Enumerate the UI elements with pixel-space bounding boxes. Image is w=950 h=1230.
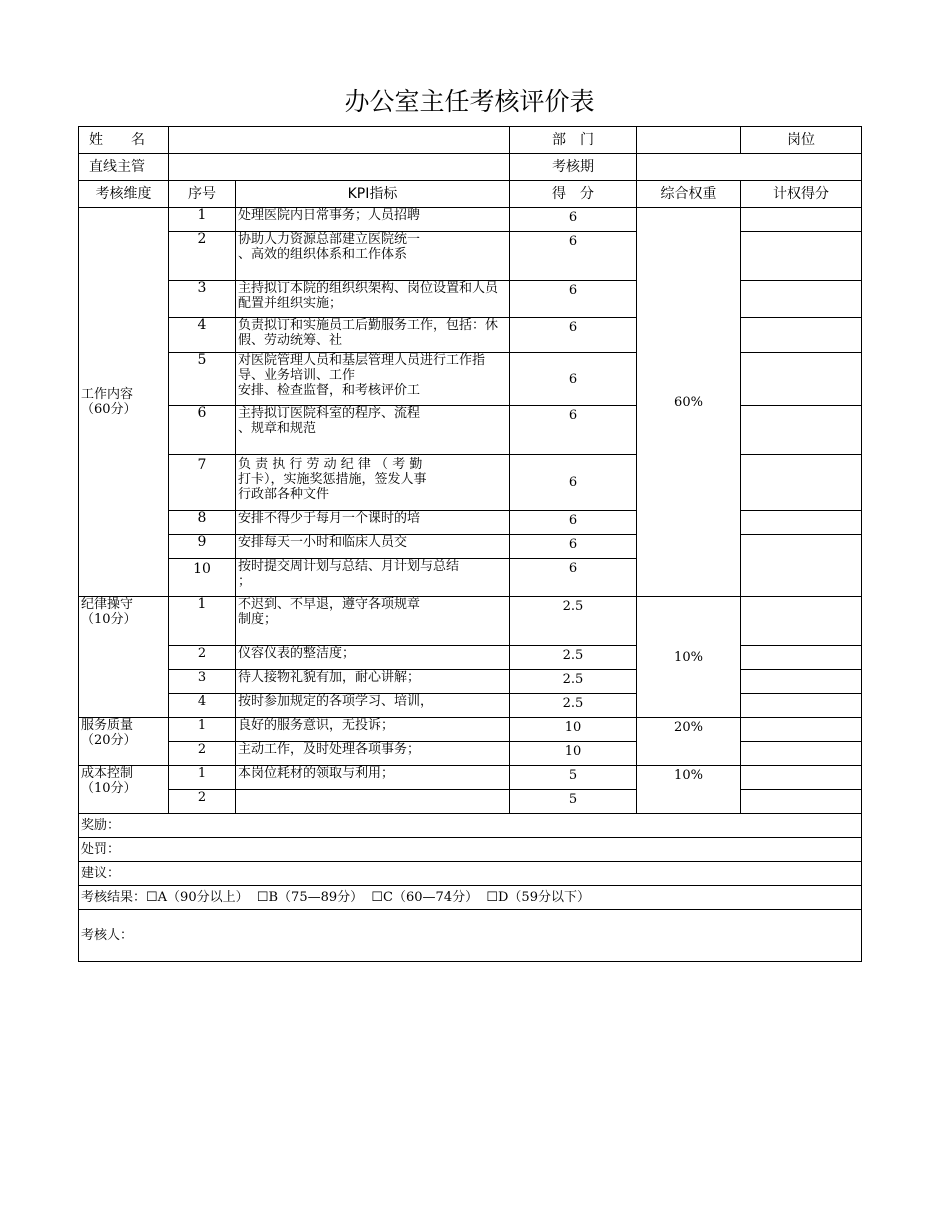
table-row	[79, 670, 862, 694]
period-value[interactable]	[637, 154, 862, 181]
row-seq: 5	[169, 353, 236, 406]
table-row	[79, 353, 862, 406]
row-seq: 7	[169, 455, 236, 511]
table-row	[79, 318, 862, 353]
weighted-cell[interactable]	[741, 208, 862, 232]
reward-field[interactable]: 奖励：	[79, 814, 862, 838]
row-kpi: 对医院管理人员和基层管理人员进行工作指导、业务培训、工作 安排、检查监督，和考核评价工	[236, 353, 510, 406]
col-weighted: 计权得分	[741, 181, 862, 208]
table-row	[79, 597, 862, 646]
row-score: 6	[510, 406, 637, 455]
row-seq: 3	[169, 281, 236, 318]
col-seq: 序号	[169, 181, 236, 208]
row-seq: 2	[169, 232, 236, 281]
row-score: 6	[510, 208, 637, 232]
row-kpi: 协助人力资源总部建立医院统一 、高效的组织体系和工作体系	[236, 232, 510, 281]
row-kpi: 安排不得少于每月一个课时的培	[236, 511, 510, 535]
row-seq: 6	[169, 406, 236, 455]
row-seq: 3	[169, 670, 236, 694]
col-kpi: KPI指标	[236, 181, 510, 208]
weighted-cell[interactable]	[741, 232, 862, 281]
row-score: 10	[510, 718, 637, 742]
row-score: 2.5	[510, 597, 637, 646]
row-score: 6	[510, 559, 637, 597]
row-seq: 2	[169, 742, 236, 766]
supervisor-label: 直线主管	[79, 154, 169, 181]
row-seq: 8	[169, 511, 236, 535]
weighted-cell[interactable]	[741, 646, 862, 670]
dept-value[interactable]	[637, 127, 741, 154]
table-row	[79, 232, 862, 281]
col-score: 得 分	[510, 181, 637, 208]
row-score: 6	[510, 535, 637, 559]
name-label: 姓 名	[79, 127, 169, 154]
row-score: 2.5	[510, 646, 637, 670]
weighted-cell[interactable]	[741, 742, 862, 766]
row-seq: 1	[169, 766, 236, 790]
page-title: 办公室主任考核评价表	[344, 87, 595, 116]
row-kpi: 按时提交周计划与总结、月计划与总结 ；	[236, 559, 510, 597]
table-row	[79, 694, 862, 718]
weighted-cell[interactable]	[741, 694, 862, 718]
row-seq: 9	[169, 535, 236, 559]
dimension-discipline: 纪律操守 （10分）	[79, 597, 169, 718]
row-kpi: 待人接物礼貌有加，耐心讲解；	[236, 670, 510, 694]
row-score: 2.5	[510, 694, 637, 718]
assessor-field[interactable]: 考核人：	[79, 910, 862, 962]
weighted-cell[interactable]	[741, 406, 862, 455]
row-kpi: 主动工作，及时处理各项事务；	[236, 742, 510, 766]
period-label: 考核期	[510, 154, 637, 181]
row-score: 2.5	[510, 670, 637, 694]
row-score: 5	[510, 766, 637, 790]
table-row	[79, 455, 862, 511]
row-kpi: 不迟到、不早退，遵守各项规章 制度；	[236, 597, 510, 646]
weighted-cell[interactable]	[741, 790, 862, 814]
col-dimension: 考核维度	[79, 181, 169, 208]
row-score: 5	[510, 790, 637, 814]
name-value[interactable]	[169, 127, 510, 154]
row-score: 6	[510, 353, 637, 406]
supervisor-value[interactable]	[169, 154, 510, 181]
row-seq: 1	[169, 208, 236, 232]
table-row	[79, 406, 862, 455]
result-options[interactable]: 考核结果：☐A（90分以上） ☐B（75—89分） ☐C（60—74分） ☐D（59分以下）	[79, 886, 862, 910]
dimension-service: 服务质量 （20分）	[79, 718, 169, 766]
row-kpi: 按时参加规定的各项学习、培训，	[236, 694, 510, 718]
post-label: 岗位	[741, 127, 862, 154]
weighted-cell[interactable]	[741, 511, 862, 535]
row-kpi: 安排每天一小时和临床人员交	[236, 535, 510, 559]
row-kpi: 仪容仪表的整洁度；	[236, 646, 510, 670]
evaluation-table	[78, 126, 862, 962]
row-kpi: 本岗位耗材的领取与利用；	[236, 766, 510, 790]
row-kpi[interactable]	[236, 790, 510, 814]
weighted-cell[interactable]	[741, 718, 862, 742]
weight-discipline: 10%	[637, 597, 741, 718]
penalty-field[interactable]: 处罚：	[79, 838, 862, 862]
table-row	[79, 766, 862, 790]
table-row	[79, 718, 862, 742]
weighted-cell[interactable]	[741, 670, 862, 694]
table-row	[79, 742, 862, 766]
row-seq: 2	[169, 790, 236, 814]
weighted-cell[interactable]	[741, 455, 862, 511]
dept-label: 部 门	[510, 127, 637, 154]
weighted-cell[interactable]	[741, 766, 862, 790]
row-score: 10	[510, 742, 637, 766]
weighted-cell[interactable]	[741, 353, 862, 406]
weighted-cell[interactable]	[741, 281, 862, 318]
row-seq: 4	[169, 694, 236, 718]
weight-work: 60%	[637, 208, 741, 597]
row-score: 6	[510, 281, 637, 318]
row-seq: 1	[169, 597, 236, 646]
row-kpi: 良好的服务意识，无投诉；	[236, 718, 510, 742]
weight-cost: 10%	[637, 766, 741, 814]
row-kpi: 主持拟订本院的组织织架构、岗位设置和人员配置并组织实施；	[236, 281, 510, 318]
weighted-cell[interactable]	[741, 318, 862, 353]
weighted-cell[interactable]	[741, 535, 862, 597]
row-kpi: 主持拟订医院科室的程序、流程 、规章和规范	[236, 406, 510, 455]
table-row	[79, 535, 862, 559]
row-seq: 4	[169, 318, 236, 353]
dimension-cost: 成本控制 （10分）	[79, 766, 169, 814]
dimension-work: 工作内容 （60分）	[79, 208, 169, 597]
table-row	[79, 281, 862, 318]
row-kpi: 负 责 执 行 劳 动 纪 律 （ 考 勤 打卡），实施奖惩措施，签发人事 行政部各种文件	[236, 455, 510, 511]
table-row	[79, 511, 862, 535]
suggestion-field[interactable]: 建议：	[79, 862, 862, 886]
table-row	[79, 790, 862, 814]
table-row	[79, 646, 862, 670]
row-score: 6	[510, 232, 637, 281]
row-score: 6	[510, 318, 637, 353]
row-kpi: 负责拟订和实施员工后勤服务工作，包括：休假、劳动统筹、社	[236, 318, 510, 353]
col-weight: 综合权重	[637, 181, 741, 208]
row-seq: 10	[169, 559, 236, 597]
row-seq: 2	[169, 646, 236, 670]
weighted-cell[interactable]	[741, 597, 862, 646]
row-score: 6	[510, 455, 637, 511]
table-row	[79, 208, 862, 232]
row-seq: 1	[169, 718, 236, 742]
weight-service: 20%	[637, 718, 741, 766]
row-score: 6	[510, 511, 637, 535]
row-kpi: 处理医院内日常事务；人员招聘	[236, 208, 510, 232]
